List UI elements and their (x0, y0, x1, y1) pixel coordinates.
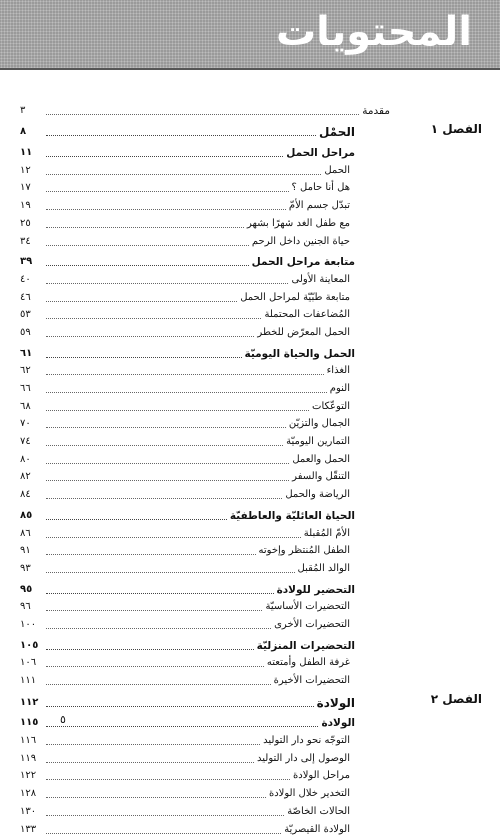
entry-page-number: ١٢٢ (20, 770, 37, 782)
toc-entry-row[interactable] (20, 305, 480, 323)
entry-page-number: ١٢٨ (20, 788, 37, 800)
entry-page-number: ٨٤ (20, 489, 31, 501)
toc-entry (20, 364, 350, 378)
toc-entry-row[interactable] (20, 614, 480, 632)
entry-title: الرياضة والحمل (285, 489, 350, 501)
toc-entry (20, 435, 350, 449)
entry-page-number: ٣٩ (20, 256, 33, 268)
toc-entry (20, 217, 350, 231)
entry-page-number: ٥٣ (20, 309, 31, 321)
entry-title: الأمّ المُقبلة (303, 527, 350, 539)
toc-entry-row[interactable] (20, 160, 480, 178)
entry-page-number: ٩٥ (20, 583, 33, 595)
toc-entry-row[interactable] (20, 449, 480, 467)
dot-leader (46, 265, 249, 266)
toc-entry (20, 527, 350, 541)
toc-entry-row[interactable] (20, 100, 480, 118)
dot-leader (46, 797, 266, 798)
entry-title: الولادة القيصريّة (284, 823, 350, 835)
entry-page-number: ١١٩ (20, 752, 37, 764)
entry-title: المعاينة الأولى (291, 273, 350, 285)
toc-entry-row[interactable] (20, 269, 480, 287)
toc-entry (20, 488, 350, 502)
toc-entry (20, 562, 350, 576)
toc-entry-row[interactable] (20, 178, 480, 196)
toc-entry (20, 716, 355, 730)
entry-title: الحالات الخاصّة (287, 805, 350, 817)
toc-entry-row[interactable] (20, 396, 480, 414)
dot-leader (46, 744, 260, 745)
toc-entry-row[interactable] (20, 484, 480, 502)
dot-leader (46, 191, 289, 192)
toc-entry (20, 308, 350, 322)
toc-entry (20, 125, 355, 139)
toc-section-row[interactable] (20, 142, 480, 160)
entry-title: التوعّكات (312, 400, 350, 412)
entry-title: مراحل الحمل (286, 147, 355, 160)
entry-title: حياة الجنين داخل الرحم (251, 235, 350, 247)
entry-page-number: ٩٦ (20, 601, 31, 613)
entry-page-number: ٨٠ (20, 453, 31, 465)
toc-entry (20, 164, 350, 178)
entry-page-number: ٩١ (20, 545, 31, 557)
toc-entry (20, 326, 350, 340)
toc-entry-row[interactable] (20, 597, 480, 615)
entry-title: التوجّه نحو دار التوليد (263, 735, 350, 747)
entry-title: التخدير خلال الولادة (268, 788, 350, 800)
toc-entry (20, 544, 350, 558)
entry-page-number: ٧٠ (20, 418, 31, 430)
toc-section-row[interactable] (20, 713, 480, 731)
entry-title: متابعة مراحل الحمل (251, 256, 355, 269)
dot-leader (46, 706, 314, 707)
toc-entry-row[interactable] (20, 819, 480, 837)
entry-title: الحمل (324, 164, 350, 176)
entry-title: الحمل والحياة اليوميّة (244, 347, 355, 360)
toc-entry (20, 104, 390, 118)
entry-page-number: ٦١ (20, 347, 33, 359)
toc-entry-row[interactable] (20, 361, 480, 379)
toc-entry-row[interactable] (20, 541, 480, 559)
entry-page-number: ١٩ (20, 200, 31, 212)
toc-entry (20, 273, 350, 287)
entry-title: مقدمة (362, 104, 390, 117)
dot-leader (46, 209, 286, 210)
toc-entry (20, 470, 350, 484)
entry-page-number: ٨٢ (20, 471, 31, 483)
entry-title: الحمْل (318, 125, 355, 140)
dot-leader (46, 480, 289, 481)
toc-entry (20, 181, 350, 195)
entry-title: الولادة (321, 717, 355, 730)
entry-title: الولادة (316, 695, 355, 710)
dot-leader (46, 519, 227, 520)
toc-entry-row[interactable] (20, 467, 480, 485)
toc-section-row[interactable] (20, 505, 480, 523)
entry-page-number: ١٧ (20, 182, 31, 194)
dot-leader (46, 427, 286, 428)
entry-title: هل أنا حامل ؟ (291, 182, 350, 194)
toc-entry (20, 146, 355, 160)
entry-page-number: ١١٦ (20, 735, 37, 747)
entry-page-number: ٧٤ (20, 436, 31, 448)
toc-entry-row[interactable] (20, 287, 480, 305)
dot-leader (46, 301, 237, 302)
dot-leader (46, 833, 281, 834)
toc-entry-row[interactable] (20, 231, 480, 249)
toc-entry (20, 639, 355, 653)
entry-title: النوم (329, 383, 350, 394)
toc-entry (20, 805, 350, 819)
toc-entry (20, 347, 355, 361)
toc-section-row[interactable] (20, 252, 480, 270)
entry-title: الوصول إلى دار التوليد (257, 752, 350, 764)
entry-page-number: ٣٤ (20, 235, 31, 247)
toc-section-row[interactable] (20, 343, 480, 361)
dot-leader (46, 779, 290, 780)
entry-page-number: ٤٦ (20, 291, 31, 303)
entry-title: مع طفل الغد شهرًا بشهر (247, 217, 350, 229)
dot-leader (46, 649, 254, 650)
dot-leader (46, 318, 261, 319)
toc-entry-row[interactable] (20, 322, 480, 340)
entry-page-number: ٨٥ (20, 509, 33, 521)
toc-entry-row[interactable] (20, 378, 480, 396)
entry-title: التنقّل والسفر (292, 471, 350, 483)
dot-leader (46, 135, 316, 136)
toc-entry (20, 600, 350, 614)
toc-entry (20, 417, 350, 431)
entry-page-number: ٤٠ (20, 273, 31, 285)
entry-page-number: ٦٨ (20, 400, 31, 412)
dot-leader (46, 666, 264, 667)
toc-entry-row[interactable] (20, 653, 480, 671)
entry-title: التحضير للولادة (276, 583, 355, 596)
title-banner (0, 0, 500, 70)
entry-page-number: ٨٦ (20, 527, 31, 539)
dot-leader (46, 174, 321, 175)
toc-entry (20, 787, 350, 801)
dot-leader (46, 283, 288, 284)
toc-entry (20, 656, 350, 670)
entry-title: التحضيرات الأساسيّة (265, 601, 350, 613)
toc-section-row[interactable] (20, 635, 480, 653)
entry-page-number: ١٣٠ (20, 805, 37, 817)
entry-page-number: ٩٣ (20, 562, 31, 574)
entry-title: الغذاء (326, 365, 350, 377)
entry-page-number: ٦٦ (20, 383, 31, 394)
dot-leader (46, 684, 271, 685)
toc-entry (20, 255, 355, 269)
toc-entry-row[interactable] (20, 431, 480, 449)
entry-page-number: ١٢ (20, 164, 31, 176)
toc-entry-row[interactable] (20, 414, 480, 432)
toc-entry-row[interactable] (20, 801, 480, 819)
dot-leader (46, 815, 284, 816)
dot-leader (46, 336, 254, 337)
entry-title: التمارين اليوميّة (286, 436, 350, 448)
dot-leader (46, 374, 324, 375)
toc-entry (20, 400, 350, 414)
entry-page-number: ٣ (20, 104, 26, 116)
entry-title: التحضيرات الأخيرة (273, 675, 350, 686)
dot-leader (46, 156, 283, 157)
toc-entry (20, 291, 350, 305)
entry-page-number: ١١ (20, 147, 33, 159)
toc-entry (20, 752, 350, 766)
toc-entry (20, 823, 350, 837)
page-number: ٥ (60, 713, 66, 726)
entry-page-number: ١٠٠ (20, 618, 37, 630)
toc-entry (20, 453, 350, 467)
entry-page-number: ١٠٦ (20, 657, 37, 669)
dot-leader (46, 537, 301, 538)
entry-title: الطفل المُنتظر وإخوته (258, 545, 350, 557)
entry-page-number: ٦٢ (20, 365, 31, 377)
dot-leader (46, 114, 359, 115)
entry-title: غرفة الطفل وأمتعته (266, 657, 350, 669)
dot-leader (46, 726, 318, 727)
toc-entry (20, 734, 350, 748)
toc-entry (20, 199, 350, 213)
toc-section-row[interactable] (20, 579, 480, 597)
toc-entry (20, 769, 350, 783)
dot-leader (46, 572, 295, 573)
toc-chapter-row[interactable] (20, 692, 480, 710)
entry-page-number: ١٣٣ (20, 823, 37, 835)
toc-entry (20, 382, 350, 396)
entry-title: مراحل الولادة (293, 770, 350, 782)
dot-leader (46, 593, 274, 594)
dot-leader (46, 554, 256, 555)
toc-entry-row[interactable] (20, 783, 480, 801)
toc-entry-row[interactable] (20, 523, 480, 541)
entry-page-number: ٨ (20, 126, 27, 138)
dot-leader (46, 245, 249, 246)
dot-leader (46, 410, 309, 411)
entry-title: الحمل المعرّض للخطر (257, 326, 350, 338)
dot-leader (46, 227, 244, 228)
dot-leader (46, 463, 289, 464)
entry-title: متابعة طبّيّة لمراحل الحمل (240, 291, 350, 303)
page-title: المحتويات (275, 9, 472, 55)
entry-title: تبدّل جسم الأمّ (288, 200, 350, 212)
toc-entry (20, 618, 350, 632)
chapter-label: الفصل ١ (430, 121, 482, 136)
dot-leader (46, 628, 271, 629)
entry-page-number: ١١١ (20, 675, 37, 686)
dot-leader (46, 445, 283, 446)
entry-title: الوالد المُقبل (297, 562, 350, 574)
entry-page-number: ٢٥ (20, 217, 31, 229)
entry-page-number: ١١٥ (20, 717, 39, 729)
entry-title: الحياة العائليّة والعاطفيّة (229, 509, 355, 522)
dot-leader (46, 392, 327, 393)
entry-title: المُضاعفات المحتملة (264, 309, 350, 321)
entry-title: التحضيرات المنزليّة (256, 639, 355, 652)
toc-entry-row[interactable] (20, 670, 480, 688)
toc-entry (20, 509, 355, 523)
table-of-contents (20, 100, 480, 837)
entry-page-number: ٥٩ (20, 326, 31, 338)
toc-entry-row[interactable] (20, 213, 480, 231)
entry-page-number: ١١٢ (20, 696, 39, 708)
toc-entry-row[interactable] (20, 195, 480, 213)
entry-page-number: ١٠٥ (20, 639, 39, 651)
toc-chapter-row[interactable] (20, 122, 480, 140)
entry-title: التحضيرات الأخرى (274, 618, 350, 630)
toc-entry-row[interactable] (20, 766, 480, 784)
toc-entry-row[interactable] (20, 748, 480, 766)
toc-entry (20, 674, 350, 688)
dot-leader (46, 498, 282, 499)
entry-title: الحمل والعمل (292, 453, 350, 465)
toc-entry (20, 583, 355, 597)
toc-entry-row[interactable] (20, 558, 480, 576)
dot-leader (46, 357, 242, 358)
entry-title: الجمال والتزيّن (288, 418, 350, 430)
toc-entry-row[interactable] (20, 730, 480, 748)
toc-entry (20, 235, 350, 249)
chapter-label: الفصل ٢ (430, 692, 482, 706)
dot-leader (46, 762, 254, 763)
dot-leader (46, 610, 262, 611)
toc-entry (20, 696, 355, 710)
